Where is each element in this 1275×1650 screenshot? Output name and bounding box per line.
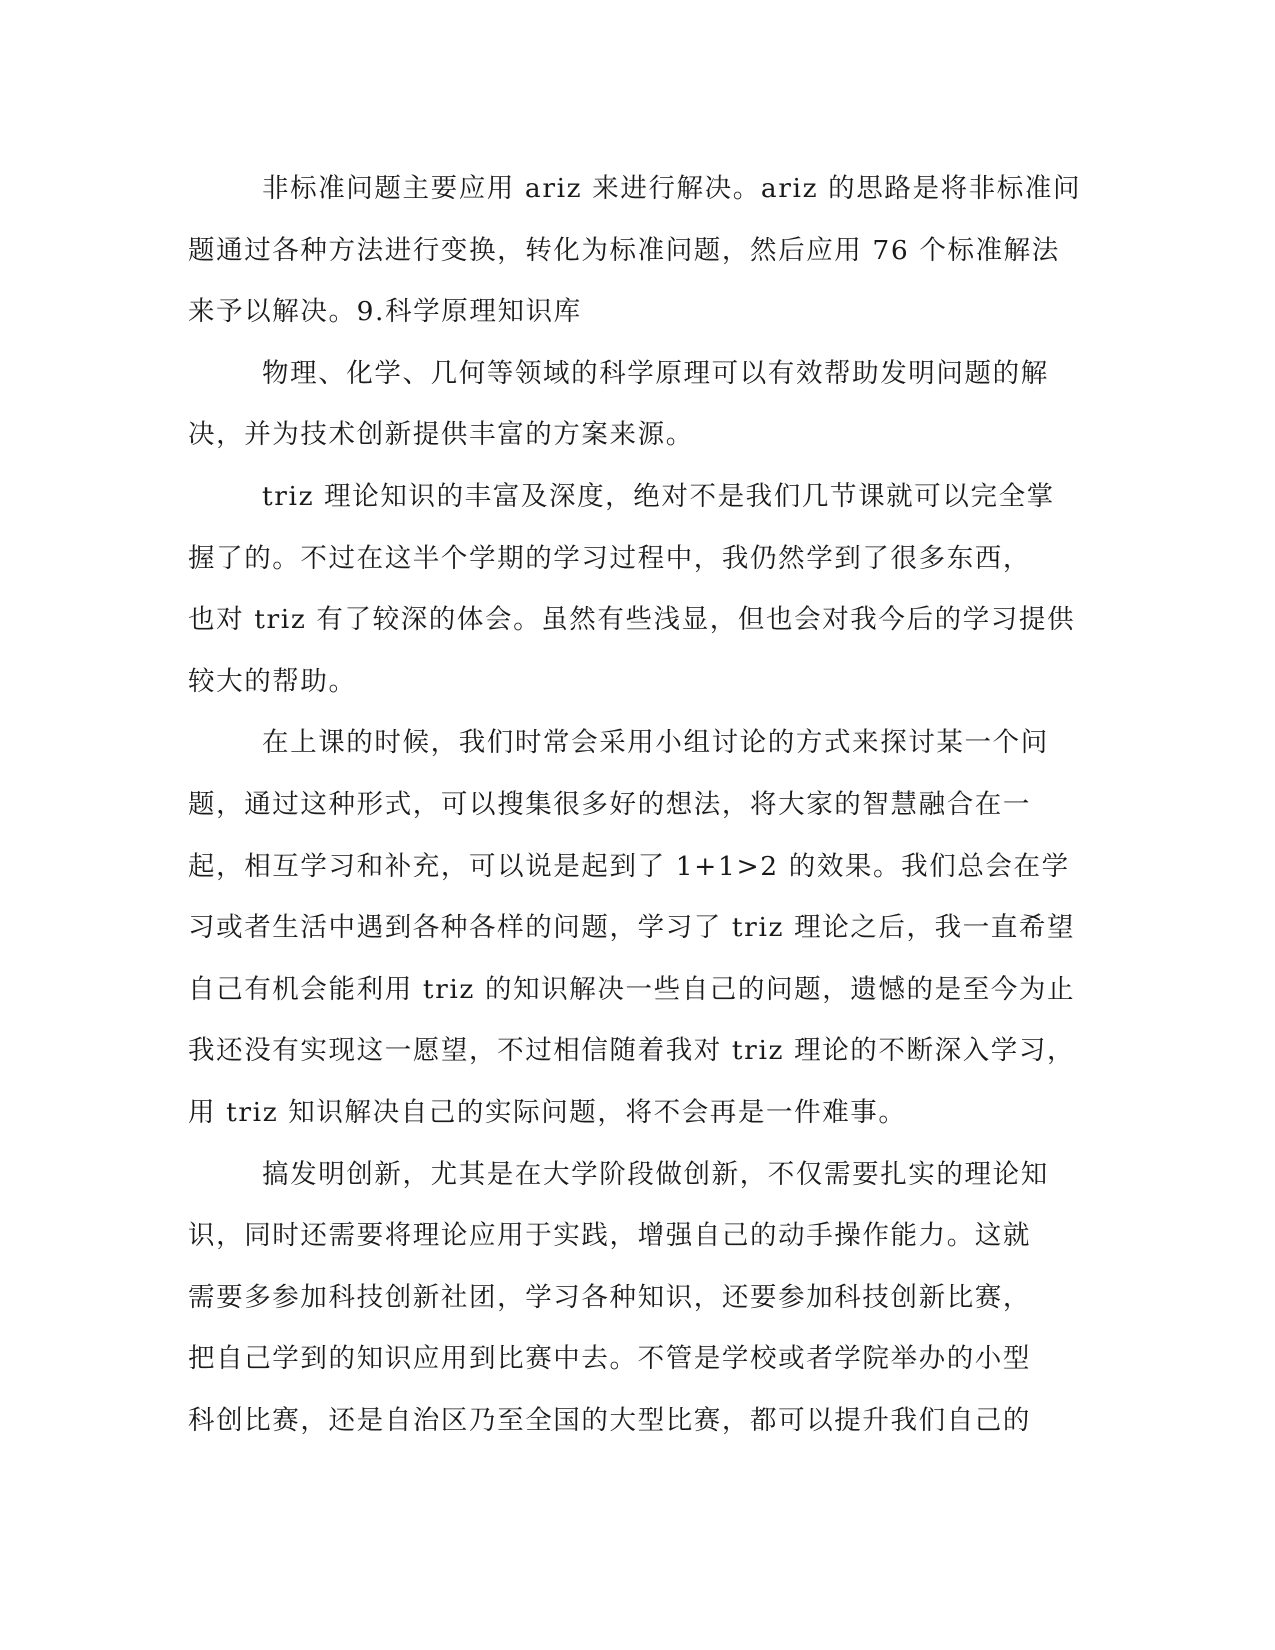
text-line: 需要多参加科技创新社团，学习各种知识，还要参加科技创新比赛，: [188, 1281, 1031, 1313]
text-line: 物理、化学、几何等领域的科学原理可以有效帮助发明问题的解: [262, 357, 1049, 389]
text-line: 用 triz 知识解决自己的实际问题，将不会再是一件难事。: [188, 1096, 907, 1128]
text-line: 非标准问题主要应用 ariz 来进行解决。ariz 的思路是将非标准问: [262, 173, 1082, 204]
text-line: 在上课的时候，我们时常会采用小组讨论的方式来探讨某一个问: [262, 727, 1049, 759]
text-line: 我还没有实现这一愿望，不过相信随着我对 triz 理论的不断深入学习，: [188, 1035, 1076, 1067]
text-line: 识，同时还需要将理论应用于实践，增强自己的动手操作能力。这就: [188, 1220, 1031, 1252]
text-line: 决，并为技术创新提供丰富的方案来源。: [188, 419, 694, 451]
text-line: 也对 triz 有了较深的体会。虽然有些浅显，但也会对我今后的学习提供: [188, 604, 1076, 636]
text-line: 把自己学到的知识应用到比赛中去。不管是学校或者学院举办的小型: [188, 1343, 1031, 1375]
text-line: 自己有机会能利用 triz 的知识解决一些自己的问题，遗憾的是至今为止: [188, 973, 1076, 1005]
text-line: 来予以解决。9.科学原理知识库: [188, 296, 582, 328]
text-line: 握了的。不过在这半个学期的学习过程中，我仍然学到了很多东西，: [188, 542, 1031, 574]
text-line: triz 理论知识的丰富及深度，绝对不是我们几节课就可以完全掌: [262, 480, 1055, 512]
text-line: 题，通过这种形式，可以搜集很多好的想法，将大家的智慧融合在一: [188, 788, 1031, 820]
text-line: 较大的帮助。: [188, 665, 357, 697]
text-line: 习或者生活中遇到各种各样的问题，学习了 triz 理论之后，我一直希望: [188, 912, 1076, 944]
text-line: 题通过各种方法进行变换，转化为标准问题，然后应用 76 个标准解法: [188, 234, 1060, 266]
text-line: 科创比赛，还是自治区乃至全国的大型比赛，都可以提升我们自己的: [188, 1404, 1031, 1436]
document-body: [188, 158, 1088, 1451]
text-line: 搞发明创新，尤其是在大学阶段做创新，不仅需要扎实的理论知: [262, 1158, 1049, 1190]
text-line: 起，相互学习和补充，可以说是起到了 1+1>2 的效果。我们总会在学: [188, 850, 1070, 882]
